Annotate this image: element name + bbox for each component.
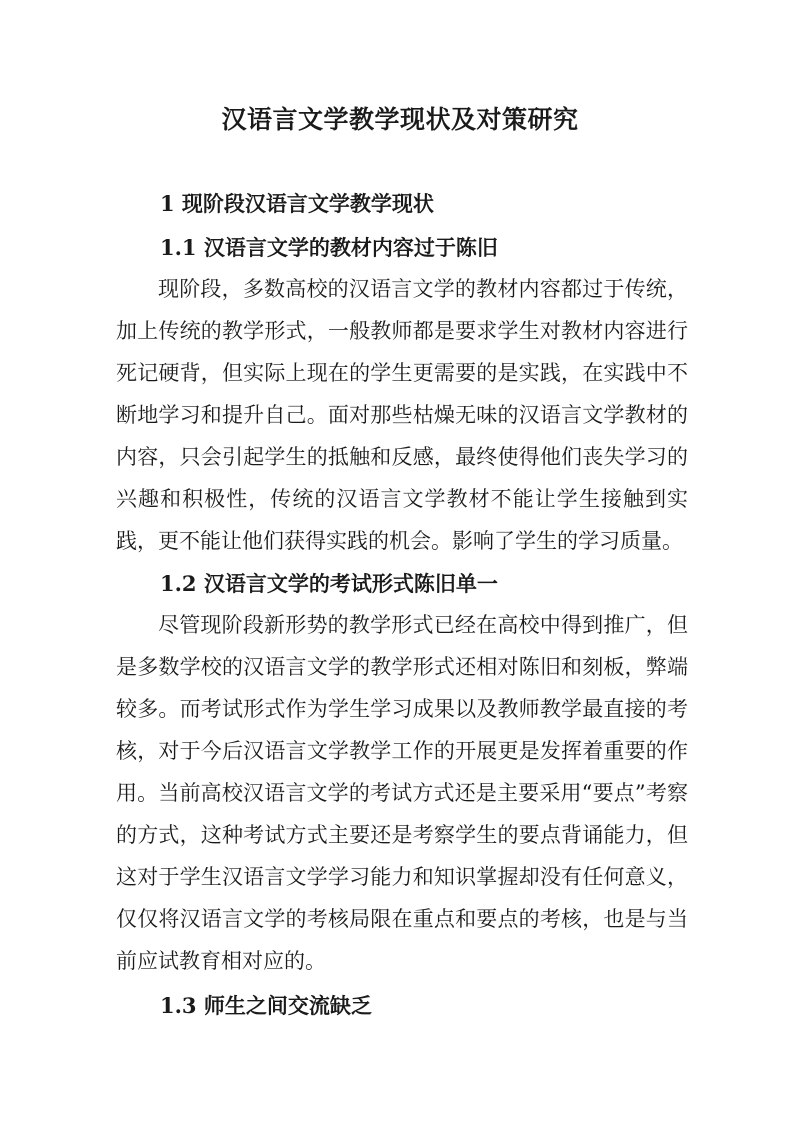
subsection-1-3-heading: 1.3 师生之间交流缺乏: [160, 993, 372, 1018]
subsection-1-1-paragraph: 现阶段，多数高校的汉语言文学的教材内容都过于传统，加上传统的教学形式，一般教师都是要求学生对教材内容进行死记硬背，但实际上现在的学生更需要的是实践，在实践中不断地学习和提升自己。面对那些枯燥无味的汉语言文学教材的内容，只会引起学生的抵触和反感，最终使得他们丧失学习的兴趣和积极性，传统的汉语言文学教材不能让学生接触到实践，更不能让他们获得实践的机会。影响了学生的学习质量。: [116, 277, 688, 553]
subsection-1-2-heading: 1.2 汉语言文学的考试形式陈旧单一: [160, 571, 498, 596]
section-1-heading: 1 现阶段汉语言文学教学现状: [160, 191, 434, 216]
subsection-1-1-heading: 1.1 汉语言文学的教材内容过于陈旧: [160, 235, 498, 260]
subsection-1-2-paragraph: 尽管现阶段新形势的教学形式已经在高校中得到推广，但是多数学校的汉语言文学的教学形式还相对陈旧和刻板，弊端较多。而考试形式作为学生学习成果以及教师教学最直接的考核，对于今后汉语言文学教学工作的开展更是发挥着重要的作用。当前高校汉语言文学的考试方式还是主要采用“要点”考察的方式，这种考试方式主要还是考察学生的要点背诵能力，但这对于学生汉语言文学学习能力和知识掌握却没有任何意义，仅仅将汉语言文学的考核局限在重点和要点的考核，也是与当前应试教育相对应的。: [116, 613, 688, 973]
document-title: 汉语言文学教学现状及对策研究: [221, 105, 579, 134]
